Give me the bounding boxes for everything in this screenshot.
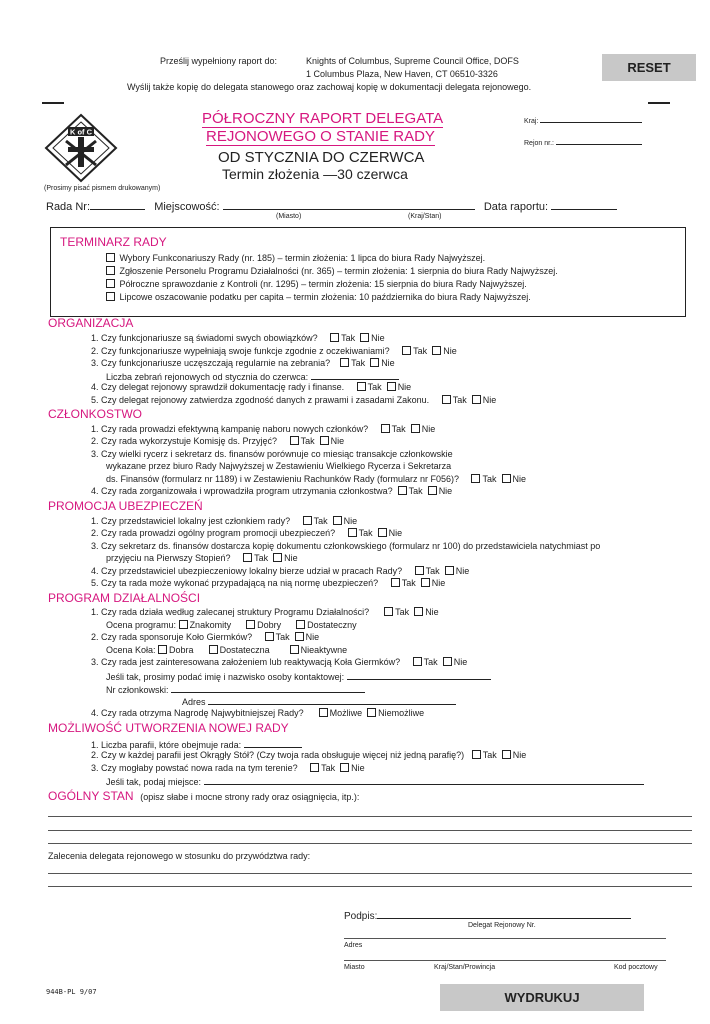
podpis-field: Podpis: [344, 909, 631, 922]
tak-checkbox[interactable] [290, 436, 299, 445]
tak-checkbox[interactable] [340, 358, 349, 367]
question: Nr członkowski: [106, 683, 365, 695]
send-label: Prześlij wypełniony raport do: [160, 56, 278, 66]
question: 2. Czy rada prowadzi ogólny program promocji ubezpieczeń? Tak Nie [91, 528, 403, 538]
terminarz-item: Wybory Funkconariuszy Rady (nr. 185) – termin złożenia: 1 lipca do biura Rady Najwyższej. [106, 253, 485, 263]
tak-checkbox[interactable] [391, 578, 400, 587]
text-line[interactable] [48, 873, 692, 874]
dostateczna-checkbox[interactable] [209, 645, 218, 654]
right-rule [648, 102, 670, 104]
location-input[interactable] [204, 775, 644, 785]
nie-checkbox[interactable] [421, 578, 430, 587]
checkbox[interactable] [106, 253, 115, 262]
nieaktywne-checkbox[interactable] [290, 645, 299, 654]
nie-checkbox[interactable] [320, 436, 329, 445]
question: 3. Czy wielki rycerz i sekretarz ds. finansów porównuje co miesiąc transakcje członkowskie [91, 449, 453, 459]
adres-line[interactable] [344, 938, 666, 939]
dostateczny-checkbox[interactable] [296, 620, 305, 629]
title-line-2: REJONOWEGO O STANIE RADY [206, 128, 435, 145]
copy-note: Wyślij także kopię do delegata stanowego oraz zachowaj kopię w dokumentacji delegata rejonowego. [127, 82, 532, 92]
miasto-caption: (Miasto) [276, 213, 302, 220]
terminarz-item: Lipcowe oszacowanie podatku per capita – termin złożenia: 10 października do biura Rady Najwyższej. [106, 292, 531, 302]
question: 3. Czy funkcjonariusze uczęszczają regularnie na zebrania? Tak Nie [91, 358, 395, 368]
tak-checkbox[interactable] [442, 395, 451, 404]
text-line[interactable] [48, 886, 692, 887]
nie-checkbox[interactable] [414, 607, 423, 616]
nie-checkbox[interactable] [370, 358, 379, 367]
tak-checkbox[interactable] [303, 516, 312, 525]
question: Liczba zebrań rejonowych od stycznia do czerwca: [106, 370, 399, 382]
dobra-checkbox[interactable] [158, 645, 167, 654]
kraj-input[interactable] [540, 113, 642, 123]
question: Ocena Koła: Dobra Dostateczna Nieaktywne [106, 645, 348, 655]
nie-checkbox[interactable] [387, 382, 396, 391]
nie-checkbox[interactable] [443, 657, 452, 666]
tak-checkbox[interactable] [310, 763, 319, 772]
question: 4. Czy rada otrzyma Nagrodę Najwybitniejszej Rady? Możliwe Niemożliwe [91, 708, 425, 718]
question: 2. Czy w każdej parafii jest Okrągły Stół? (Czy twoja rada obsługuje więcej niż jedną parafię?) Tak Nie [91, 750, 527, 760]
section-mozliwosc: MOŻLIWOŚĆ UTWORZENIA NOWEJ RADY [48, 721, 289, 735]
nie-checkbox[interactable] [295, 632, 304, 641]
question: 3. Czy mogłaby powstać nowa rada na tym terenie? Tak Nie [91, 763, 365, 773]
question: Adres [182, 695, 456, 707]
tak-checkbox[interactable] [472, 750, 481, 759]
data-input[interactable] [551, 200, 617, 210]
nie-checkbox[interactable] [411, 424, 420, 433]
nie-checkbox[interactable] [378, 528, 387, 537]
tak-checkbox[interactable] [413, 657, 422, 666]
nie-checkbox[interactable] [445, 566, 454, 575]
tak-checkbox[interactable] [398, 486, 407, 495]
zalecenia-label: Zalecenia delegata rejonowego w stosunku do przywództwa rady: [48, 851, 311, 861]
parishes-input[interactable] [244, 738, 302, 748]
section-ogolny: OGÓLNY STAN (opisz słabe i mocne strony rady oraz osiągnięcia, itp.): [48, 789, 360, 803]
text-line[interactable] [48, 843, 692, 844]
member-number-input[interactable] [171, 683, 365, 693]
svg-text:K of C: K of C [69, 127, 93, 137]
mozliwe-checkbox[interactable] [319, 708, 328, 717]
rejon-input[interactable] [556, 135, 642, 145]
tak-checkbox[interactable] [381, 424, 390, 433]
tak-checkbox[interactable] [415, 566, 424, 575]
kod-caption: Kod pocztowy [614, 964, 658, 971]
question: 5. Czy delegat rejonowy zatwierdza zgodność danych z prawami i zasadami Zakonu. Tak Nie [91, 395, 497, 405]
tak-checkbox[interactable] [265, 632, 274, 641]
question: 1. Czy rada działa według zalecanej struktury Programu Działalności? Tak Nie [91, 607, 439, 617]
text-line[interactable] [48, 830, 692, 831]
address-input[interactable] [208, 695, 456, 705]
question: Jeśli tak, podaj miejsce: [106, 775, 644, 787]
question: przyjęciu na Pierwszy Stopień? Tak Nie [106, 553, 298, 563]
question: 1. Czy funkcjonariusze są świadomi swych obowiązków? Tak Nie [91, 333, 385, 343]
checkbox[interactable] [106, 266, 115, 275]
miasto-line[interactable] [344, 960, 666, 961]
question: Ocena programu: Znakomity Dobry Dostateczny [106, 620, 357, 630]
nie-checkbox[interactable] [428, 486, 437, 495]
question: 4. Czy przedstawiciel ubezpieczeniowy lokalny bierze udział w pracach Rady? Tak Nie [91, 566, 470, 576]
question: 1. Liczba parafii, które obejmuje rada: [91, 738, 302, 750]
reset-button[interactable]: RESET [602, 54, 696, 81]
dobry-checkbox[interactable] [246, 620, 255, 629]
question: 1. Czy przedstawiciel lokalny jest członkiem rady? Tak Nie [91, 516, 358, 526]
left-rule [42, 102, 64, 104]
question: 3. Czy rada jest zainteresowana założeniem lub reaktywacją Koła Giermków? Tak Nie [91, 657, 468, 667]
zebrania-input[interactable] [311, 370, 399, 380]
podpis-input[interactable] [377, 909, 631, 919]
address-line-2: 1 Columbus Plaza, New Haven, CT 06510-3326 [306, 69, 498, 79]
terminarz-title: TERMINARZ RADY [60, 235, 167, 249]
terminarz-item: Zgłoszenie Personelu Programu Działalności (nr. 365) – termin złożenia: 1 sierpnia do biura Rady Najwyższej. [106, 266, 558, 276]
title-deadline: Termin złożenia —30 czerwca [222, 166, 408, 182]
title-line-1: PÓŁROCZNY RAPORT DELEGATA [202, 110, 444, 127]
question: 1. Czy rada prowadzi efektywną kampanię naboru nowych członków? Tak Nie [91, 424, 436, 434]
nie-checkbox[interactable] [502, 474, 511, 483]
nie-checkbox[interactable] [273, 553, 282, 562]
miasto-caption: Miasto [344, 964, 365, 971]
address-line-1: Knights of Columbus, Supreme Council Office, DOFS [306, 56, 519, 66]
question: 2. Czy rada wykorzystuje Komisję ds. Przyjęć? Tak Nie [91, 436, 345, 446]
nie-checkbox[interactable] [432, 346, 441, 355]
checkbox[interactable] [106, 292, 115, 301]
rejon-label: Rejon nr.: [524, 135, 642, 147]
nie-checkbox[interactable] [333, 516, 342, 525]
form-code: 944B-PL 9/07 [46, 988, 97, 996]
tak-checkbox[interactable] [471, 474, 480, 483]
kraj-stan-caption: (Kraj/Stan) [408, 213, 442, 220]
title-period: OD STYCZNIA DO CZERWCA [218, 149, 425, 166]
nie-checkbox[interactable] [340, 763, 349, 772]
question: 5. Czy ta rada może wykonać przypadającą na nią normę ubezpieczeń? Tak Nie [91, 578, 446, 588]
kraj-caption: Kraj/Stan/Prowincja [434, 964, 496, 971]
tak-checkbox[interactable] [243, 553, 252, 562]
question: ds. Finansów (formularz nr 1189) i w Zestawieniu Rachunków Rady (formularz nr F056)? Tak Nie [106, 474, 527, 484]
section-promocja: PROMOCJA UBEZPIECZEŃ [48, 499, 203, 513]
text-line[interactable] [48, 816, 692, 817]
delegat-caption: Delegat Rejonowy Nr. [468, 922, 536, 929]
nie-checkbox[interactable] [472, 395, 481, 404]
tak-checkbox[interactable] [402, 346, 411, 355]
miejscowosc-input[interactable] [223, 200, 475, 210]
contact-name-input[interactable] [347, 670, 491, 680]
kraj-label: Kraj: [524, 113, 642, 125]
tak-checkbox[interactable] [348, 528, 357, 537]
print-button[interactable]: WYDRUKUJ [440, 984, 644, 1011]
niemozliwe-checkbox[interactable] [367, 708, 376, 717]
tak-checkbox[interactable] [330, 333, 339, 342]
print-note: (Prosimy pisać pismem drukowanym) [44, 185, 161, 192]
nie-checkbox[interactable] [360, 333, 369, 342]
rada-input[interactable] [90, 200, 145, 210]
question: 2. Czy funkcjonariusze wypełniają swoje funkcje zgodnie z oczekiwaniami? Tak Nie [91, 346, 457, 356]
nie-checkbox[interactable] [502, 750, 511, 759]
rada-field: Rada Nr: Miejscowość: Data raportu: [46, 200, 617, 213]
question: 3. Czy sekretarz ds. finansów dostarcza kopię dokumentu członkowskiego (formularz nr 100) do przedstawiciela natychmiast po [91, 541, 601, 551]
kofc-logo [44, 113, 118, 183]
znakomity-checkbox[interactable] [179, 620, 188, 629]
question: wykazane przez biuro Rady Najwyższej w Zestawieniu Wielkiego Rycerza i Sekretarza [106, 461, 452, 471]
section-czlonkostwo: CZŁONKOSTWO [48, 407, 143, 421]
question: 2. Czy rada sponsoruje Koło Giermków? Tak Nie [91, 632, 320, 642]
question: 4. Czy delegat rejonowy sprawdził dokumentację rady i finanse. Tak Nie [91, 382, 412, 392]
checkbox[interactable] [106, 279, 115, 288]
tak-checkbox[interactable] [357, 382, 366, 391]
tak-checkbox[interactable] [384, 607, 393, 616]
section-program: PROGRAM DZIAŁALNOŚCI [48, 591, 201, 605]
section-organizacja: ORGANIZACJA [48, 316, 134, 330]
adres-caption: Adres [344, 942, 363, 949]
question: 4. Czy rada zorganizowała i wprowadziła program utrzymania członkostwa? Tak Nie [91, 486, 453, 496]
question: Jeśli tak, prosimy podać imię i nazwisko osoby kontaktowej: [106, 670, 491, 682]
terminarz-item: Półroczne sprawozdanie z Kontroli (nr. 1295) – termin złożenia: 15 sierpnia do biura Rady Najwyższej. [106, 279, 527, 289]
